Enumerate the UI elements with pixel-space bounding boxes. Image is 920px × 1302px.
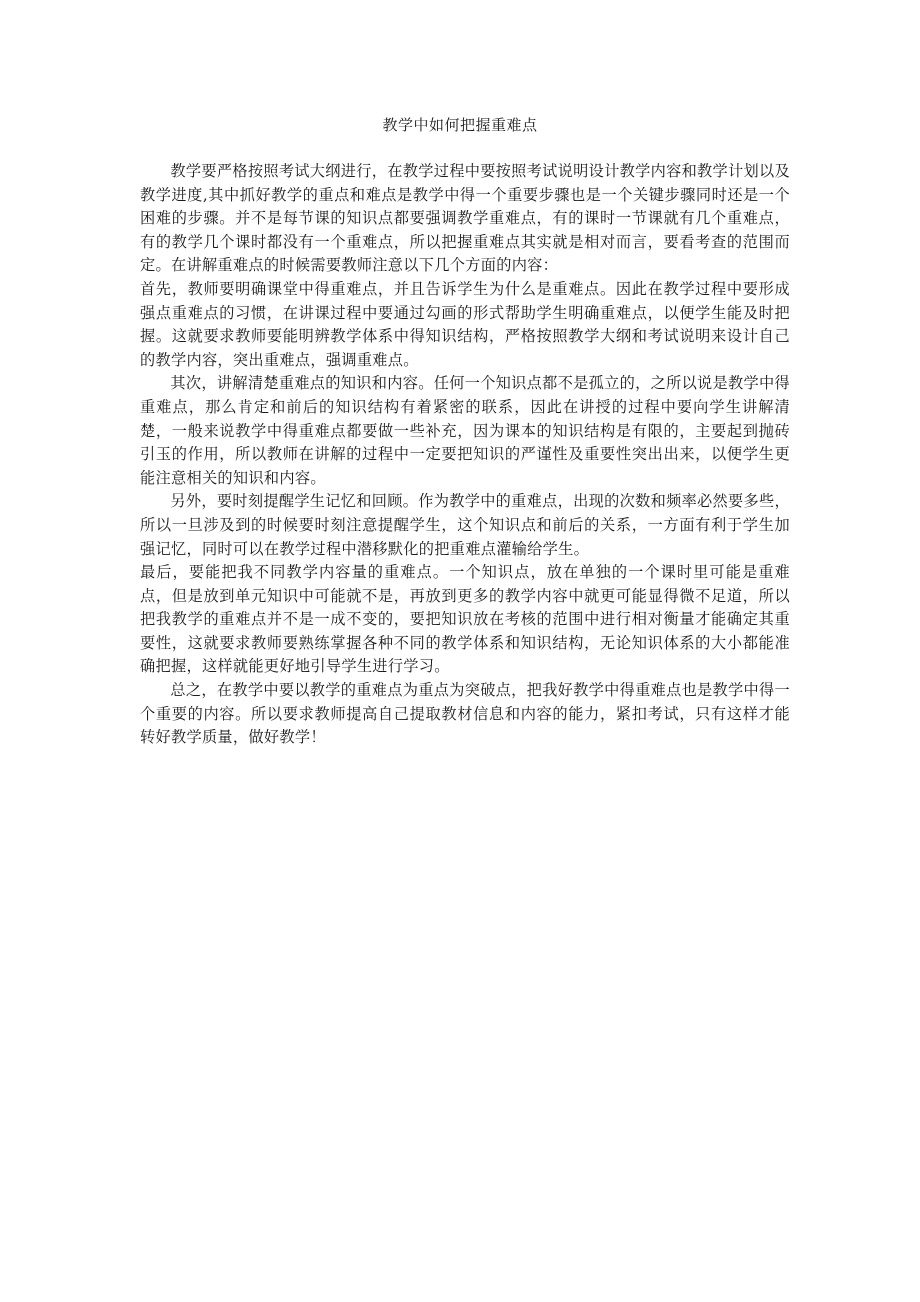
paragraph-second-point: 其次，讲解清楚重难点的知识和内容。任何一个知识点都不是孤立的，之所以说是教学中得重难点，那么肯定和前后的知识结构有着紧密的联系，因此在讲授的过程中要向学生讲解清楚，一般来说教学中得重难点都要做一些补充，因为课本的知识结构是有限的，主要起到抛砖引玉的作用，所以教师在讲解的过程中一定要把知识的严谨性及重要性突出出来，以便学生更能注意相关的知识和内容。 — [140, 374, 790, 487]
document-title: 教学中如何把握重难点 — [382, 116, 538, 134]
paragraph-first-point: 首先，教师要明确课堂中得重难点，并且告诉学生为什么是重难点。因此在教学过程中要形成强点重难点的习惯，在讲课过程中要通过勾画的形式帮助学生明确重难点，以便学生能及时把握。这就要求教师要能明辨教学体系中得知识结构，严格按照教学大纲和考试说明来设计自己的教学内容，突出重难点，强调重难点。 — [140, 279, 790, 369]
document-body — [140, 160, 790, 750]
paragraph-intro: 教学要严格按照考试大纲进行，在教学过程中要按照考试说明设计教学内容和教学计划以及教学进度,其中抓好教学的重点和难点是教学中得一个重要步骤也是一个关键步骤同时还是一个困难的步骤。并不是每节课的知识点都要强调教学重难点，有的课时一节课就有几个重难点，有的教学几个课时都没有一个重难点，所以把握重难点其实就是相对而言，要看考查的范围而定。在讲解重难点的时候需要教师注意以下几个方面的内容： — [140, 162, 790, 275]
paragraph-last-point: 最后，要能把我不同教学内容量的重难点。一个知识点，放在单独的一个课时里可能是重难点，但是放到单元知识中可能就不是，再放到更多的教学内容中就更可能显得微不足道，所以把我教学的重难点并不是一成不变的，要把知识放在考核的范围中进行相对衡量才能确定其重要性，这就要求教师要熟练掌握各种不同的教学体系和知识结构，无论知识体系的大小都能准确把握，这样就能更好地引导学生进行学习。 — [140, 563, 790, 676]
paragraph-third-point: 另外，要时刻提醒学生记忆和回顾。作为教学中的重难点，出现的次数和频率必然要多些，所以一旦涉及到的时候要时刻注意提醒学生，这个知识点和前后的关系，一方面有利于学生加强记忆，同时可以在教学过程中潜移默化的把重难点灌输给学生。 — [140, 492, 790, 558]
paragraph-conclusion: 总之，在教学中要以教学的重难点为重点为突破点，把我好教学中得重难点也是教学中得一个重要的内容。所以要求教师提高自己提取教材信息和内容的能力，紧扣考试，只有这样才能转好教学质量，做好教学！ — [140, 681, 790, 747]
